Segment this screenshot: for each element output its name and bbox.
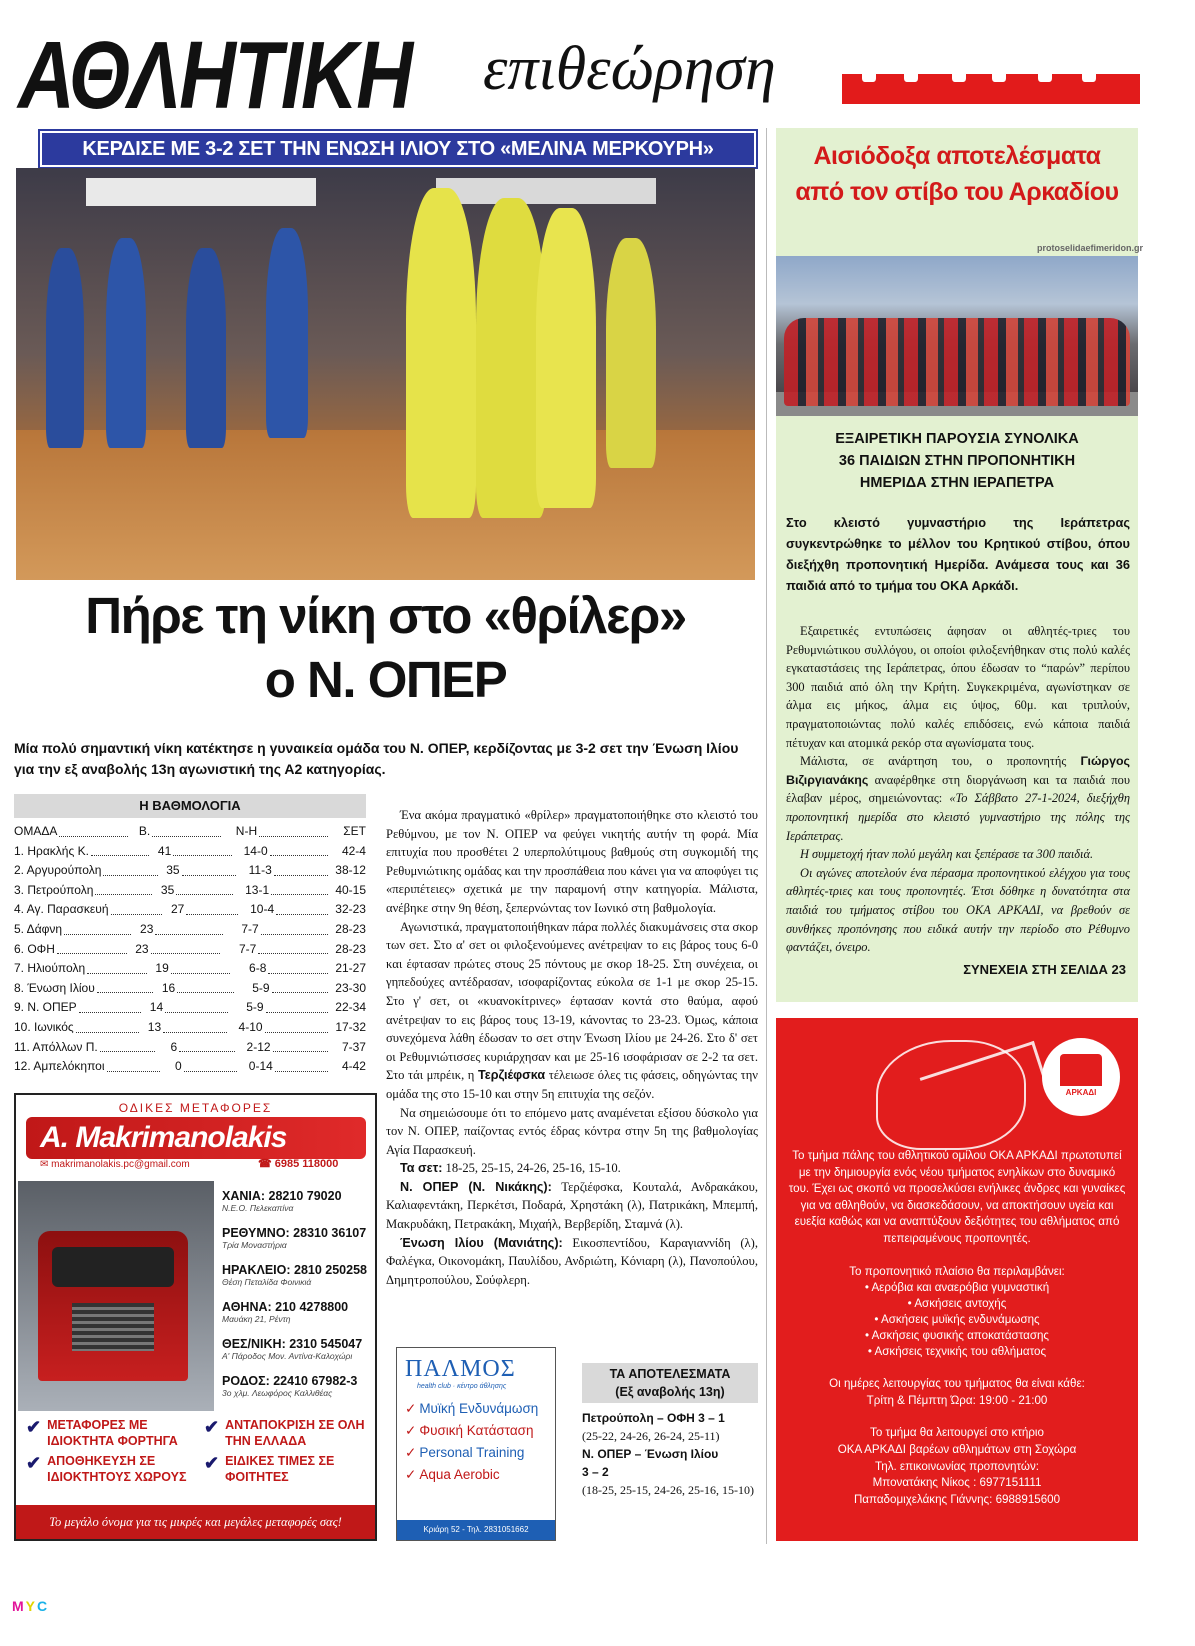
results-box: [582, 1363, 758, 1499]
feature-item: ✔ ΑΠΟΘΗΚΕΥΣΗ ΣΕ ΙΔΙΟΚΤΗΤΟΥΣ ΧΩΡΟΥΣ: [26, 1453, 187, 1484]
list-item: ✓ Aqua Aerobic: [405, 1467, 500, 1482]
right-story-subtitle: ΕΞΑΙΡΕΤΙΚΗ ΠΑΡΟΥΣΙΑ ΣΥΝΟΛΙΚΑ 36 ΠΑΙΔΙΩΝ ΣΤΗΝ ΠΡΟΠΟΝΗΤΙΚΗ ΗΜΕΡΙΔΑ ΣΤΗΝ ΙΕΡΑΠΕΤΡΑ: [835, 431, 1079, 491]
standings-sets: 28-23: [335, 921, 366, 936]
player-figure: [606, 238, 656, 468]
right-story-lead: Στο κλειστό γυμναστήριο της Ιεράπετρας συγκεντρώθηκε το μέλλον του Κρητικού στίβου, όπου διεξήχθη προπονητική Ημερίδα. Ανάμεσα τους και 36 παιδιά από το τμήμα του ΟΚΑ Αρκάδι.: [786, 515, 1130, 593]
office-address: Ν.Ε.Ο. Πελεκαπίνα: [222, 1203, 294, 1213]
checkmark-icon: ✔: [26, 1453, 42, 1473]
office-phone: ΑΘΗΝΑ: 210 4278800: [222, 1300, 349, 1314]
office-entry: [222, 1337, 372, 1374]
ad-transport-email: ✉ makrimanolakis.pc@gmail.com: [40, 1159, 190, 1170]
standings-team: 6. ΟΦΗ: [14, 941, 55, 956]
player-figure: [406, 188, 476, 518]
table-row: [14, 959, 366, 979]
player-figure: [536, 208, 596, 508]
right-paragraph: Η συμμετοχή ήταν πολύ μεγάλη και ξεπέρασε τα 300 παιδιά.: [800, 847, 1094, 862]
standings-team: 3. Πετρούπολη: [14, 882, 94, 897]
truck-windshield: [52, 1247, 174, 1287]
standings-wins-losses: 10-4: [250, 902, 275, 917]
athlete-icon: [862, 64, 876, 82]
headline: [16, 584, 755, 712]
athlete-icon: [992, 64, 1006, 82]
standings-wins-losses: 5-9: [252, 980, 270, 995]
office-address: 3ο χλμ. Λεωφόρος Καλλιθέας: [222, 1388, 333, 1398]
right-paragraph: Εξαιρετικές εντυπώσεις άφησαν οι αθλητές-τριες του Ρεθυμνιώτικου συλλόγου, οι οποίοι φιλοξενήθηκαν στις πολύ καλές εγκαταστάσεις της Ιεράπετρας, όπου έδωσαν το “παρών” περίπου 300 παιδιά από όλη την Κρήτη. Συγκεκριμένα, αγωνίστηκαν σε άλμα εις μήκος, άλμα εις ύψος, 60μ. και τριπλούν, πραγματοποιώντας πολύ καλές επιδόσεις, ενώ κάποια παιδιά πέτυχαν και ατομικά ρεκόρ στα αγωνίσματα τους.: [786, 624, 1130, 750]
table-row: [14, 842, 366, 862]
article-paragraph: Ένα ακόμα πραγματικό «θρίλερ» πραγματοποιήθηκε στο κλειστό του Ρεθύμνου, με τον Ν. ΟΠΕΡ να φεύγει νικητής αυτήν τη φορά. Μία επιτυχία που προσθέτει 2 υπερπολύτιμους βαθμούς στη συγκομιδή της Ρεθυμνιώτικης ομάδας και την προσπάθεια που κάνει για να αποφύγει τις «περιπέτειες» σχετικά με την παραμονή στην κατηγορία. Μάλιστα, ανέβηκε στην 9η θέση, ξεπερνώντας τον Ιωνικό στη βαθμολογία.: [386, 808, 758, 915]
oka-intro: Το τμήμα πάλης του αθλητικού ομίλου ΟΚΑ ΑΡΚΑΔΙ πρωτοτυπεί με την δημιουργία ενός νέου τμήματος ενηλίκων στο δυναμικό του. Έχει ως σκοπό να προσελκύσει ενήλικες άνδρες και γυναίκες για να αθληθούν, να διασκεδάσουν, να αποκτήσουν υγεία και ευεξία καθώς και να αναπτύξουν δεξιότητες του αθλήματος από πεπειραμένους προπονητές.: [788, 1149, 1126, 1245]
standings-title: Η ΒΑΘΜΟΛΟΓΙΑ: [14, 794, 366, 818]
standings-team: 5. Δάφνη: [14, 921, 63, 936]
transport-advertisement: [14, 1093, 377, 1541]
checkmark-icon: ✓: [405, 1445, 417, 1460]
table-row: [14, 1018, 366, 1038]
standings-points: 23: [140, 921, 154, 936]
standings-points: 35: [160, 882, 175, 897]
player-name: Τερζιέφσκα: [477, 1068, 546, 1083]
ad-transport-offices: [222, 1189, 372, 1411]
standings-wins-losses: 7-7: [238, 941, 257, 956]
truck-image: [18, 1181, 214, 1411]
list-item: • Αερόβια και αναερόβια γυμναστική: [788, 1280, 1126, 1296]
feature-item: ✔ ΕΙΔΙΚΕΣ ΤΙΜΕΣ ΣΕ ΦΟΙΤΗΤΕΣ: [204, 1453, 335, 1484]
standings-wins-losses: 6-8: [249, 961, 267, 976]
palmos-services: [405, 1398, 555, 1486]
watermark: protoselidaefimeridon.gr: [1037, 243, 1144, 253]
article-body: [386, 806, 758, 1289]
standings-sets: 32-23: [335, 902, 366, 917]
standings-sets: 40-15: [335, 882, 366, 897]
standings-header: [14, 822, 366, 842]
column-divider: [766, 128, 767, 1544]
standings-sets: 7-37: [341, 1039, 366, 1054]
standings-team: 2. Αργυρούπολη: [14, 863, 102, 878]
col-wins-losses: Ν-Η: [235, 824, 258, 838]
list-item: • Ασκήσεις τεχνικής του αθλήματος: [788, 1344, 1126, 1360]
standings-wins-losses: 13-1: [245, 882, 270, 897]
standings-wins-losses: 11-3: [248, 863, 272, 878]
athlete-icon: [1038, 64, 1052, 82]
office-address: Τρία Μοναστήρια: [222, 1240, 287, 1250]
standings-team: 9. Ν. ΟΠΕΡ: [14, 1000, 77, 1015]
palmos-tagline: health club · κέντρο άθλησης: [417, 1383, 507, 1390]
standings-wins-losses: 7-7: [241, 921, 259, 936]
result-match: Πετρούπολη – ΟΦΗ 3 – 1: [582, 1411, 725, 1425]
group-of-athletes: [784, 318, 1130, 406]
result-sets: (18-25, 25-15, 24-26, 25-16, 15-10): [582, 1483, 754, 1497]
standings-points: 19: [155, 961, 169, 976]
oka-days: Οι ημέρες λειτουργίας του τμήματος θα είναι κάθε:: [829, 1377, 1085, 1391]
table-row: [14, 1057, 366, 1077]
oka-ad-body: [788, 1148, 1126, 1508]
result-sets: (25-22, 24-26, 26-24, 25-11): [582, 1429, 720, 1443]
standings-sets: 23-30: [335, 980, 366, 995]
standings-wins-losses: 4-10: [238, 1019, 263, 1034]
athlete-icon: [1082, 64, 1096, 82]
standings-sets: 28-23: [335, 941, 366, 956]
results-title: ΤΑ ΑΠΟΤΕΛΕΣΜΑΤΑ (Εξ αναβολής 13η): [582, 1363, 758, 1403]
article-paragraph: Να σημειώσουμε ότι το επόμενο ματς αναμένεται εξίσου δύσκολο για τον Ν. ΟΠΕΡ, παίζοντας εντός έδρας κόντρα στην 5η της βαθμολογίας Αγία Παρασκευή.: [386, 1105, 758, 1157]
checkmark-icon: ✔: [26, 1417, 42, 1437]
table-row: [14, 920, 366, 940]
standings-points: 35: [166, 863, 180, 878]
ad-transport-features: [26, 1417, 372, 1485]
arkadi-emblem-icon: [1042, 1038, 1120, 1116]
standings-sets: 42-4: [341, 843, 366, 858]
col-sets: ΣΕΤ: [343, 824, 366, 838]
table-row: [14, 881, 366, 901]
right-paragraph: Μάλιστα, σε ανάρτηση του, ο προπονητής Γιώργος Βιζιργιανάκης αναφέρθηκε στη διοργάνωση και τα παιδιά που έλαβαν μέρος, σημειώνοντας: «Το Σάββατο 27-1-2024, διεξήχθη προπονητική ημερίδα στο κλειστό γυμναστήριο της πόλης της Ιεράπετρας.: [786, 754, 1131, 843]
table-row: [14, 900, 366, 920]
office-entry: [222, 1300, 372, 1337]
office-entry: [222, 1374, 372, 1411]
standings-team: 1. Ηρακλής Κ.: [14, 843, 89, 858]
standings-team: 7. Ηλιούπολη: [14, 961, 86, 976]
oka-location: ΟΚΑ ΑΡΚΑΔΙ βαρέων αθλημάτων στη Σοχώρα: [837, 1442, 1077, 1456]
oka-plan-title: Το προπονητικό πλαίσιο θα περιλαμβάνει:: [849, 1264, 1065, 1278]
list-item: ✓ Μυϊκή Ενδυνάμωση: [405, 1401, 539, 1416]
standings-points: 6: [170, 1039, 178, 1054]
col-points: Β.: [138, 824, 151, 838]
oka-contact: Μπονατάκης Νίκος : 6977151111: [872, 1476, 1042, 1490]
feature-item: ✔ ΑΝΤΑΠΟΚΡΙΣΗ ΣΕ ΟΛΗ ΤΗΝ ΕΛΛΑΔΑ: [204, 1417, 365, 1448]
office-entry: [222, 1226, 372, 1263]
coach-name: Γιώργος Βιζιργιανάκης: [786, 754, 1130, 787]
standings-sets: 38-12: [335, 863, 366, 878]
office-address: Θέση Πεταλίδα Φοινικιά: [222, 1277, 312, 1287]
table-row: [14, 979, 366, 999]
ad-transport-top: ΟΔΙΚΕΣ ΜΕΤΑΦΟΡΕΣ: [118, 1101, 273, 1115]
palmos-advertisement: [396, 1347, 556, 1541]
masthead-subtitle: επιθεώρηση: [483, 35, 776, 103]
athlete-icon: [952, 64, 966, 82]
palmos-logo: ΠΑΛΜΟΣ: [405, 1356, 516, 1382]
standings-sets: 22-34: [335, 1000, 366, 1015]
ad-transport-slogan: Το μεγάλο όνομα για τις μικρές και μεγάλες μεταφορές σας!: [16, 1505, 375, 1539]
office-phone: ΡΟΔΟΣ: 22410 67982-3: [222, 1374, 358, 1388]
standings-sets: 17-32: [335, 1019, 366, 1034]
truck-grill: [72, 1303, 154, 1351]
office-address: Μαυάκη 21, Ρέντη: [222, 1314, 291, 1324]
standings-wins-losses: 0-14: [248, 1059, 273, 1074]
standings-team: 8. Ένωση Ιλίου: [14, 980, 95, 995]
masthead-title: ΑΘΛΗΤΙΚΗ: [18, 22, 412, 129]
list-item: • Ασκήσεις αντοχής: [788, 1296, 1126, 1312]
right-story-title: Αισιόδοξα αποτελέσματα από τον στίβο του Αρκαδίου: [795, 142, 1119, 206]
arena-sign: [436, 178, 656, 204]
office-phone: ΘΕΣ/ΝΙΚΗ: 2310 545047: [222, 1337, 363, 1351]
standings-table: [14, 822, 366, 1077]
checkmark-icon: ✔: [204, 1417, 220, 1437]
office-phone: ΡΕΘΥΜΝΟ: 28310 36107: [222, 1226, 367, 1240]
office-phone: ΧΑΝΙΑ: 28210 79020: [222, 1189, 342, 1203]
checkmark-icon: ✓: [405, 1401, 417, 1416]
palmos-footer: Κριάρη 52 - Τηλ. 2831051662: [397, 1520, 555, 1540]
table-row: [14, 998, 366, 1018]
article-sets: Τα σετ: 18-25, 25-15, 24-26, 25-16, 15-10.: [400, 1161, 621, 1176]
standings-points: 14: [149, 1000, 164, 1015]
right-paragraph: Οι αγώνες αποτελούν ένα πέρασμα προπονητικού ελέγχου για τους αθλητές-τριες και τους προπονητές. Έτσι δόθηκε η δυνατότητα στα παιδιά του τμήματος στίβου του ΟΚΑ ΑΡΚΑΔΙ, να βρεθούν σε συνθήκες προπόνησης που ειδικά αυτήν την περίοδο στο Ρέθυμνο φαντάζει, όνειρο.: [786, 865, 1130, 955]
list-item: • Ασκήσεις μυϊκής ενδυνάμωσης: [788, 1312, 1126, 1328]
oka-contact-title: Τηλ. επικοινωνίας προπονητών:: [875, 1459, 1039, 1473]
checkmark-icon: ✔: [204, 1453, 220, 1473]
standings-points: 16: [161, 980, 176, 995]
athletics-group-photo: [776, 256, 1138, 416]
oka-location: Το τμήμα θα λειτουργεί στο κτήριο: [870, 1426, 1044, 1440]
standings-points: 41: [157, 843, 172, 858]
standings-wins-losses: 2-12: [246, 1039, 271, 1054]
table-row: [14, 1038, 366, 1058]
continue-link: ΣΥΝΕΧΕΙΑ ΣΤΗ ΣΕΛΙΔΑ 23: [963, 962, 1126, 977]
athlete-icon: [904, 64, 918, 82]
office-entry: [222, 1263, 372, 1300]
masthead-athletes-stripe: [842, 74, 1140, 104]
standings-points: 27: [170, 902, 185, 917]
checkmark-icon: ✓: [405, 1423, 417, 1438]
standings-team: 4. Αγ. Παρασκευή: [14, 902, 109, 917]
story-lead: Μία πολύ σημαντική νίκη κατέκτησε η γυναικεία ομάδα του Ν. ΟΠΕΡ, κερδίζοντας με 3-2 σετ την Ένωση Ιλίου για την εξ αναβολής 13η αγωνιστική της Α2 κατηγορίας.: [14, 740, 739, 777]
article-roster-1: Ν. ΟΠΕΡ (Ν. Νικάκης): Τερζιέφσκα, Κουταλά, Ανδρακάκου, Καλιαφεντάκη, Περκέτσι, Ποδαρά, Χρηστάκη (λ), Πατρικάκη, Μπεμπή, Μακρυδάκη, Πετρακάκη, Μιχαήλ, Βερβερίδη, Σταμνά (λ).: [386, 1179, 758, 1232]
standings-team: 11. Απόλλων Π.: [14, 1039, 98, 1054]
feature-item: ✔ ΜΕΤΑΦΟΡΕΣ ΜΕ ΙΔΙΟΚΤΗΤΑ ΦΟΡΤΗΓΑ: [26, 1417, 178, 1448]
ad-transport-brand: A. Makrimanolakis: [26, 1117, 366, 1159]
table-row: [14, 861, 366, 881]
story-banner: ΚΕΡΔΙΣΕ ΜΕ 3-2 ΣΕΤ ΤΗΝ ΕΝΩΣΗ ΙΛΙΟΥ ΣΤΟ «ΜΕΛΙΝΑ ΜΕΡΚΟΥΡΗ»: [40, 131, 756, 167]
standings-sets: 4-42: [341, 1059, 366, 1074]
list-item: ✓ Φυσική Κατάσταση: [405, 1423, 534, 1438]
office-address: Α' Πάροδος Μον. Αντίνα-Καλοχώρι: [222, 1351, 353, 1361]
col-team: ΟΜΑΔΑ: [14, 824, 58, 838]
article-paragraph: Αγωνιστικά, πραγματοποιήθηκαν πάρα πολλές διακυμάνσεις στα σκορ των σετ. Στο α' σετ οι φιλοξενούμενες ανέτρεψαν το εις βάρος τους 6-0 και έφτασαν πρώτες στους 25 πόντους με σκορ 18-25. Στη συνέχεια, οι γηπεδούχες αντέδρασαν, ισοφαρίζοντας εύκολα σε 1-1 με σκορ 25-15. Στο γ' σετ, οι «κυανοκίτρινες» έφτασαν κοντά στο θαύμα, αφού ανέτρεψαν το εις βάρος τους 13-19, κάνοντας το 23-23. Όμως, κάποια συνεχόμενα λάθη έδωσαν το σετ στην Ένωση Ιλίου με 24-26. Στο δ' σετ οι Ρεθυμνιώτισσες κυριάρχησαν και με 25-16 ισοφάρισαν σε 2-2 τα σετ. Στο τάι μπρέικ, η Τερζιέφσκα τέλειωσε όλες τις φάσεις, οδηγώντας την ομάδα της στο 15-10 και στην 5η επιτυχία της σεζόν.: [386, 919, 758, 1101]
standings-points: 13: [147, 1019, 162, 1034]
oka-plan-list: [788, 1280, 1126, 1360]
ad-transport-phone: ☎ 6985 118000: [258, 1158, 339, 1170]
standings-team: 10. Ιωνικός: [14, 1019, 74, 1034]
headline-line-2: ο Ν. ΟΠΕΡ: [264, 651, 507, 708]
arena-sign: [86, 178, 316, 206]
player-figure: [46, 248, 84, 448]
list-item: • Ασκήσεις φυσικής αποκατάστασης: [788, 1328, 1126, 1344]
oka-arkadi-advertisement: [776, 1018, 1138, 1541]
table-row: [14, 940, 366, 960]
office-entry: [222, 1189, 372, 1226]
player-figure: [266, 228, 308, 438]
emblem-label: ΑΡΚΑΔΙ: [1065, 1088, 1097, 1097]
article-roster-2: Ένωση Ιλίου (Μανιάτης): Εικοσπεντίδου, Καραγιαννίδη (λ), Φαλέγκα, Οικονομάκη, Παυλίδου, Ανδριώτη, Κόνιαρη (λ), Πανοπούλου, Δημητροπούλου, Σούφλερη.: [386, 1235, 759, 1287]
standings-points: 23: [135, 941, 149, 956]
checkmark-icon: ✓: [405, 1467, 417, 1482]
player-figure: [186, 248, 226, 448]
standings-sets: 21-27: [335, 961, 366, 976]
headline-line-1: Πήρε τη νίκη στο «θρίλερ»: [85, 587, 686, 644]
office-phone: ΗΡΑΚΛΕΙΟ: 2810 250258: [222, 1263, 367, 1277]
result-match: Ν. ΟΠΕΡ – Ένωση Ιλίου: [582, 1447, 719, 1461]
volleyball-photo: [16, 168, 755, 580]
oka-hours: Τρίτη & Πέμπτη Ώρα: 19:00 - 21:00: [866, 1393, 1048, 1407]
player-figure: [106, 238, 146, 448]
standings-points: 0: [174, 1059, 182, 1074]
print-color-mark: MYC: [12, 1598, 50, 1614]
list-item: ✓ Personal Training: [405, 1445, 525, 1460]
result-score: 3 – 2: [582, 1465, 609, 1479]
standings-team: 12. Αμπελόκηποι: [14, 1059, 105, 1074]
right-story-body: [786, 622, 1130, 957]
oka-contact: Παπαδομιχελάκης Γιάννης: 6988915600: [853, 1492, 1061, 1506]
standings-wins-losses: 5-9: [246, 1000, 264, 1015]
standings-wins-losses: 14-0: [243, 843, 268, 858]
